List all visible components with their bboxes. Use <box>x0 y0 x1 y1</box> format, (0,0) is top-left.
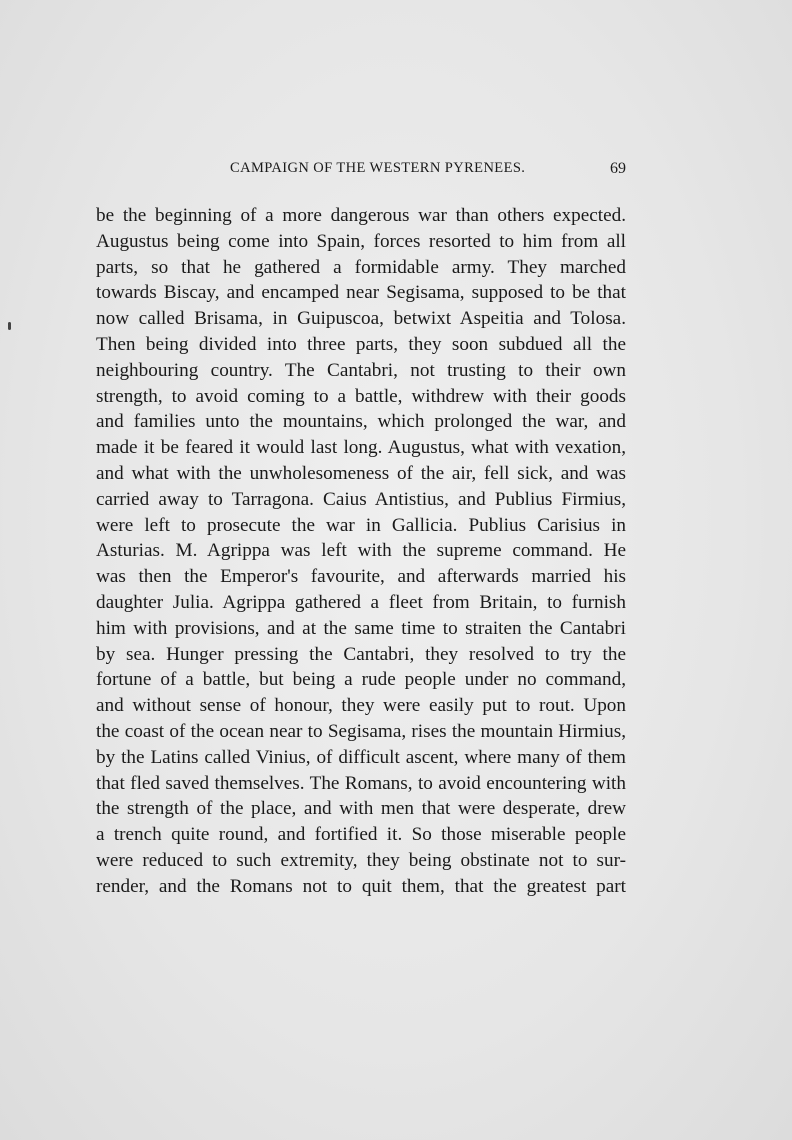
text-line: fortune of a battle, but being a rude people under no command, <box>96 669 626 691</box>
text-line: daughter Julia. Agrippa gathered a fleet from Britain, to furnish <box>96 591 626 613</box>
scan-speck <box>8 322 11 330</box>
body-text <box>96 203 626 900</box>
text-line: a trench quite round, and fortified it. So those miserable people <box>96 824 626 846</box>
text-line: and what with the unwholesomeness of the air, fell sick, and was <box>96 462 626 484</box>
text-line: neighbouring country. The Cantabri, not trusting to their own <box>96 359 626 381</box>
text-line: render, and the Romans not to quit them, that the greatest part <box>96 875 626 897</box>
text-line: strength, to avoid coming to a battle, withdrew with their goods <box>96 385 626 407</box>
text-line: were reduced to such extremity, they being obstinate not to sur- <box>96 849 626 871</box>
text-line: by sea. Hunger pressing the Cantabri, they resolved to try the <box>96 643 626 665</box>
text-line: carried away to Tarragona. Caius Antistius, and Publius Firmius, <box>96 488 626 510</box>
text-line: the strength of the place, and with men that were desperate, drew <box>96 798 626 820</box>
text-line: parts, so that he gathered a formidable army. They marched <box>96 256 626 278</box>
text-line: made it be feared it would last long. Augustus, what with vexation, <box>96 437 626 459</box>
page-number: 69 <box>610 160 626 177</box>
text-line: now called Brisama, in Guipuscoa, betwixt Aspeitia and Tolosa. <box>96 308 626 330</box>
text-line: Asturias. M. Agrippa was left with the supreme command. He <box>96 540 626 562</box>
running-title: CAMPAIGN OF THE WESTERN PYRENEES. <box>230 160 526 176</box>
text-line: and without sense of honour, they were easily put to rout. Upon <box>96 695 626 717</box>
text-line: by the Latins called Vinius, of difficult ascent, where many of them <box>96 746 626 768</box>
running-header <box>96 160 626 182</box>
text-line: were left to prosecute the war in Gallicia. Publius Carisius in <box>96 514 626 536</box>
text-line: the coast of the ocean near to Segisama, rises the mountain Hirmius, <box>96 720 626 742</box>
text-line: and families unto the mountains, which prolonged the war, and <box>96 411 626 433</box>
text-line: him with provisions, and at the same time to straiten the Cantabri <box>96 617 626 639</box>
text-line: Augustus being come into Spain, forces resorted to him from all <box>96 230 626 252</box>
text-line: towards Biscay, and encamped near Segisama, supposed to be that <box>96 282 626 304</box>
text-line: that fled saved themselves. The Romans, to avoid encountering with <box>96 772 626 794</box>
text-line: was then the Emperor's favourite, and afterwards married his <box>96 566 626 588</box>
text-line: be the beginning of a more dangerous war than others expected. <box>96 205 626 226</box>
text-line: Then being divided into three parts, they soon subdued all the <box>96 333 626 355</box>
